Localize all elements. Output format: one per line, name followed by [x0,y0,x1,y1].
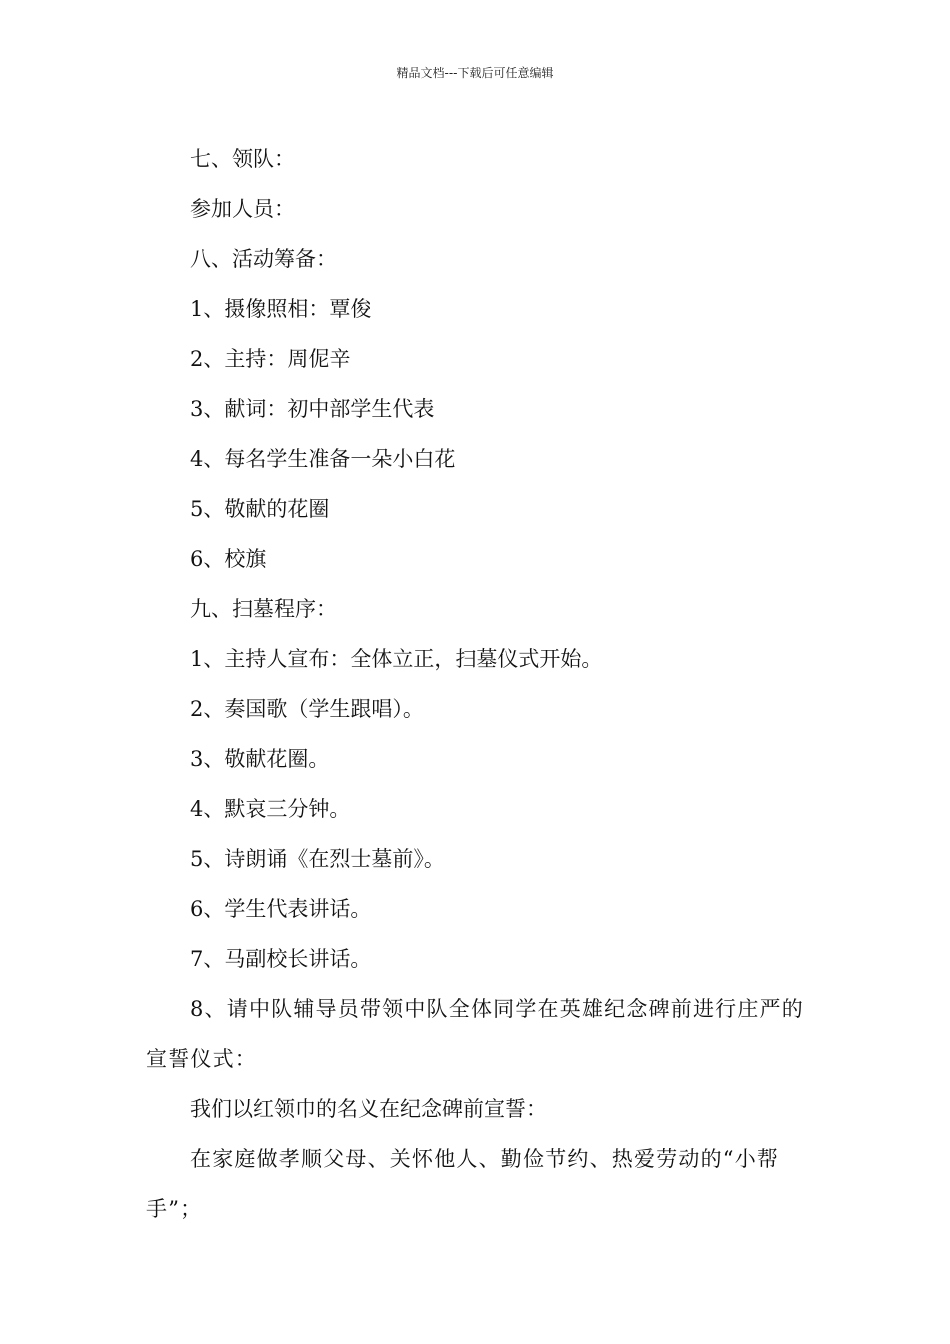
procedure-step-oath: 8、请中队辅导员带领中队全体同学在英雄纪念碑前进行庄严的宣誓仪式： [146,997,804,1071]
oath-intro: 我们以红领巾的名义在纪念碑前宣誓： [190,1097,547,1121]
preparation-item: 3、献词：初中部学生代表 [190,397,435,421]
section-heading-preparation: 八、活动筹备： [190,247,337,271]
preparation-item: 5、敬献的花圈 [190,497,330,521]
procedure-step: 4、默哀三分钟。 [190,797,351,821]
page-header: 精品文档---下载后可任意编辑 [396,66,554,80]
preparation-item: 1、摄像照相：覃俊 [190,297,372,321]
document-body [146,134,808,1234]
section-heading-procedure: 九、扫墓程序： [190,597,337,621]
procedure-step: 1、主持人宣布：全体立正，扫墓仪式开始。 [190,647,603,671]
procedure-step: 6、学生代表讲话。 [190,897,372,921]
participants-line: 参加人员： [190,197,295,221]
procedure-step: 7、马副校长讲话。 [190,947,372,971]
oath-line: 在家庭做孝顺父母、关怀他人、勤俭节约、热爱劳动的“小帮手”； [146,1147,780,1221]
procedure-step: 5、诗朗诵《在烈士墓前》。 [190,847,445,871]
procedure-step: 3、敬献花圈。 [190,747,330,771]
preparation-item: 6、校旗 [190,547,267,571]
preparation-item: 4、每名学生准备一朵小白花 [190,447,456,471]
preparation-item: 2、主持：周伲辛 [190,347,351,371]
procedure-step: 2、奏国歌（学生跟唱）。 [190,697,424,721]
section-heading-leader: 七、领队： [190,147,295,171]
